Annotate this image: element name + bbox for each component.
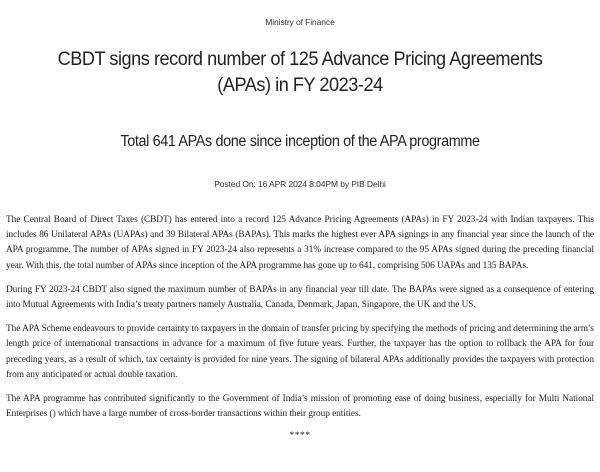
body-paragraph: The Central Board of Direct Taxes (CBDT) has entered into a record 125 Advance Pricing Agreements (APAs) in FY 2023-24 with Indian taxpayers. This includes 86 Unilateral APAs (UAPAs) and 39 Bilateral APAs (BAPAs). This marks the highest ever APA signings in any financial year since the launch of the APA programme. The number of APAs signed in FY 2023-24 also represents a 31% increase compared to the 95 APAs signed during the preceding financial year. With this, the total number of APAs since inception of the APA programme has gone up to 641, comprising 506 UAPAs and 135 BAPAs. — [6, 215, 594, 271]
ministry-name: Ministry of Finance — [265, 17, 335, 27]
body-paragraph: The APA Scheme endeavours to provide certainty to taxpayers in the domain of transfer pricing by specifying the methods of pricing and determining the arm’s length price of international transactions in advance for a maximum of five future years. Further, the taxpayer has the option to rollback the APA for four preceding years, as a result of which, tax certainty is provided for nine years. The signing of bilateral APAs additionally provides the taxpayers with protection from any anticipated or actual double taxation. — [6, 324, 594, 380]
section-separator: **** — [289, 431, 311, 442]
page-title: CBDT signs record number of 125 Advance Pricing Agreements (APAs) in FY 2023-24 — [57, 48, 543, 96]
body-paragraph: During FY 2023-24 CBDT also signed the maximum number of BAPAs in any financial year till date. The BAPAs were signed as a consequence of entering into Mutual Agreements with India’s treaty partners namely Australia, Canada, Denmark, Japan, Singapore, the UK and the US. — [6, 284, 594, 311]
posted-date: Posted On: 16 APR 2024 8:04PM by PIB Delhi — [214, 179, 386, 189]
body-paragraph: The APA programme has contributed significantly to the Government of India’s mission of promoting ease of doing business, especially for Multi National Enterprises () which have a large number of cross-border transactions within their group entities. — [6, 394, 594, 420]
page-subtitle: Total 641 APAs done since inception of the APA programme — [120, 133, 480, 150]
release-body — [6, 213, 594, 422]
